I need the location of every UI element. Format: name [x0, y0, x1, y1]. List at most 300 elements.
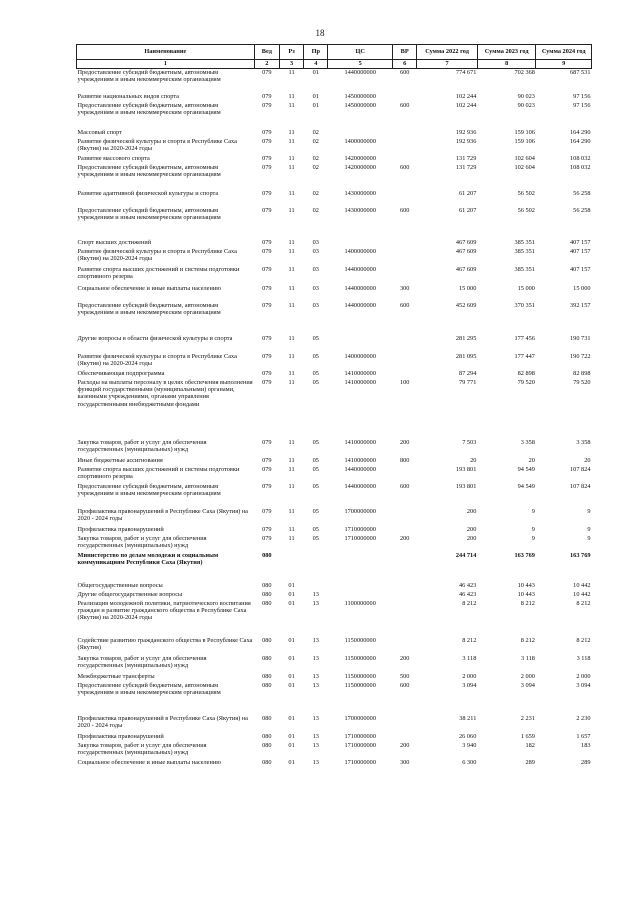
- row-pr: 13: [312, 636, 319, 644]
- row-ved: 080: [262, 581, 272, 589]
- row-sum-2022: 38 211: [459, 714, 477, 722]
- table-body: [77, 69, 592, 769]
- row-sum-2023: 94 549: [517, 465, 535, 473]
- row-cs: 1450000000: [344, 92, 376, 100]
- row-rz: 11: [288, 284, 295, 292]
- table-row: [77, 535, 592, 552]
- row-pr: 01: [312, 69, 319, 76]
- row-cs: 1150000000: [344, 672, 376, 680]
- row-cs: 1420000000: [344, 163, 376, 171]
- row-ved: 079: [262, 301, 272, 309]
- row-vr: [393, 591, 417, 600]
- row-cs: 1400000000: [344, 137, 376, 145]
- row-vr: 200: [399, 438, 410, 446]
- row-vr: [393, 93, 417, 102]
- row-rz: 01: [288, 758, 295, 766]
- row-name: Иные бюджетные ассигнования: [77, 456, 163, 464]
- table-row: [77, 102, 592, 129]
- row-vr: 200: [399, 654, 410, 662]
- row-vr: 300: [399, 758, 410, 766]
- row-sum-2023: 94 549: [517, 482, 535, 490]
- table-row: [77, 526, 592, 535]
- row-sum-2022: 102 244: [455, 101, 477, 109]
- row-rz: 01: [288, 732, 295, 740]
- table-row: [77, 379, 592, 439]
- row-sum-2024: 183: [581, 741, 591, 749]
- row-pr: 02: [312, 137, 319, 145]
- row-rz: 11: [288, 128, 295, 136]
- row-sum-2022: 6 300: [462, 758, 477, 766]
- row-rz: 11: [288, 465, 295, 473]
- table-row: [77, 733, 592, 742]
- row-sum-2023: 15 000: [517, 284, 535, 292]
- row-sum-2022: 467 609: [455, 247, 477, 255]
- row-ved: 080: [262, 654, 272, 662]
- row-cs: [328, 129, 393, 138]
- row-ved: 080: [262, 551, 272, 559]
- row-name: Развитие адаптивной физической культуры и спорта: [77, 189, 219, 197]
- row-sum-2023: 3 118: [520, 654, 535, 662]
- column-number-row: [77, 60, 592, 69]
- row-cs: [328, 552, 393, 582]
- row-cs: 1440000000: [344, 284, 376, 292]
- row-name: Межбюджетные трансферты: [77, 672, 155, 680]
- row-ved: 080: [262, 714, 272, 722]
- table-row: [77, 552, 592, 582]
- row-sum-2022: 452 609: [455, 301, 477, 309]
- row-ved: 079: [262, 369, 272, 377]
- row-sum-2022: 467 609: [455, 265, 477, 273]
- row-vr: 800: [399, 456, 410, 464]
- row-ved: 079: [262, 507, 272, 515]
- row-sum-2024: 107 824: [570, 465, 591, 473]
- row-pr: 03: [312, 265, 319, 273]
- row-sum-2023: 9: [531, 534, 535, 542]
- row-cs: 1410000000: [344, 438, 376, 446]
- column-number: 6: [393, 60, 417, 69]
- row-cs: 1100000000: [344, 599, 376, 607]
- row-vr: 600: [399, 681, 410, 689]
- header-pr: Пр: [304, 45, 328, 60]
- row-vr: [393, 190, 417, 207]
- column-number: 9: [536, 60, 592, 69]
- row-cs: 1710000000: [344, 741, 376, 749]
- table-row: [77, 637, 592, 655]
- row-sum-2023: 79 520: [517, 378, 535, 386]
- row-sum-2022: 200: [466, 534, 477, 542]
- row-ved: 080: [262, 590, 272, 598]
- row-sum-2024: 2 000: [576, 672, 591, 680]
- row-vr: [393, 138, 417, 155]
- table-header: [77, 45, 592, 69]
- row-sum-2023: 177 456: [514, 334, 535, 342]
- row-rz: 11: [288, 334, 295, 342]
- row-cs: 1440000000: [344, 265, 376, 273]
- row-sum-2023: 159 106: [514, 137, 535, 145]
- row-rz: 01: [288, 672, 295, 680]
- row-sum-2024: 108 032: [570, 154, 591, 162]
- row-pr: 03: [312, 247, 319, 255]
- row-sum-2022: 26 060: [459, 732, 477, 740]
- table-row: [77, 207, 592, 239]
- row-vr: 600: [399, 163, 410, 171]
- row-sum-2024: 1 657: [576, 732, 591, 740]
- row-sum-2023: 385 351: [514, 238, 535, 246]
- row-name: Развитие физической культуры и спорта в Республике Саха (Якутия) на 2020-2024 годы: [77, 137, 237, 152]
- row-cs: 1440000000: [344, 301, 376, 309]
- row-vr: 600: [399, 69, 410, 76]
- row-rz: 11: [288, 69, 295, 76]
- row-rz: 11: [288, 154, 295, 162]
- row-vr: 600: [399, 101, 410, 109]
- row-name: Закупка товаров, работ и услуг для обеспечения государственных (муниципальных) нужд: [77, 654, 207, 669]
- row-sum-2022: 15 000: [459, 284, 477, 292]
- row-vr: [393, 508, 417, 526]
- row-sum-2022: 46 423: [459, 590, 477, 598]
- row-ved: 079: [262, 438, 272, 446]
- column-number: 7: [417, 60, 478, 69]
- row-sum-2023: 182: [525, 741, 535, 749]
- row-sum-2024: 10 442: [573, 590, 591, 598]
- row-sum-2024: 289: [581, 758, 591, 766]
- row-cs: 1410000000: [344, 369, 376, 377]
- row-name: Развитие спорта высших достижений и системы подготовки спортивного резерва: [77, 265, 240, 280]
- row-name: Другие вопросы в области физической культуры и спорта: [77, 334, 233, 342]
- row-sum-2024: 163 769: [570, 551, 591, 559]
- row-sum-2024: 108 032: [570, 163, 591, 171]
- row-ved: 079: [262, 137, 272, 145]
- row-rz: 11: [288, 137, 295, 145]
- row-ved: 079: [262, 206, 272, 214]
- row-ved: 079: [262, 154, 272, 162]
- column-number: 4: [304, 60, 328, 69]
- row-vr: 600: [399, 301, 410, 309]
- table-row: [77, 164, 592, 190]
- row-cs: 1700000000: [344, 507, 376, 515]
- row-ved: 080: [262, 741, 272, 749]
- row-cs: 1150000000: [344, 654, 376, 662]
- row-vr: 500: [399, 672, 410, 680]
- row-ved: 079: [262, 163, 272, 171]
- row-cs: 1710000000: [344, 732, 376, 740]
- row-sum-2022: 192 936: [455, 137, 477, 145]
- row-sum-2022: 200: [466, 507, 477, 515]
- header-rz: Рз: [279, 45, 303, 60]
- row-vr: [393, 733, 417, 742]
- table-row: [77, 129, 592, 138]
- row-rz: 01: [288, 741, 295, 749]
- table-row: [77, 190, 592, 207]
- row-pr: [304, 582, 328, 591]
- row-name: Социальное обеспечение и иные выплаты населению: [77, 758, 221, 766]
- row-sum-2022: 131 729: [455, 154, 477, 162]
- row-sum-2023: 289: [525, 758, 535, 766]
- row-sum-2023: 90 023: [517, 101, 535, 109]
- row-pr: 13: [312, 714, 319, 722]
- row-cs: [328, 239, 393, 248]
- table-row: [77, 715, 592, 733]
- table-row: [77, 591, 592, 600]
- row-name: Предоставление субсидий бюджетным, автономным учреждениям и иным некоммерческим организациям: [77, 163, 221, 178]
- row-name: Предоставление субсидий бюджетным, автономным учреждениям и иным некоммерческим организациям: [77, 301, 221, 316]
- row-sum-2024: 15 000: [573, 284, 591, 292]
- row-name: Содействие развитию гражданского общества в Республике Саха (Якутия): [77, 636, 253, 651]
- row-pr: 13: [312, 758, 319, 766]
- row-ved: 080: [262, 672, 272, 680]
- table-row: [77, 93, 592, 102]
- row-sum-2024: 107 824: [570, 482, 591, 490]
- row-sum-2023: 56 502: [517, 189, 535, 197]
- row-sum-2024: 97 156: [573, 101, 591, 109]
- row-sum-2022: 102 244: [455, 92, 477, 100]
- row-ved: 079: [262, 247, 272, 255]
- header-cs: ЦС: [328, 45, 393, 60]
- row-sum-2023: 102 604: [514, 163, 535, 171]
- row-sum-2022: 281 295: [455, 334, 477, 342]
- header-sum-2022: Сумма 2022 год: [417, 45, 478, 60]
- row-name: Министерство по делам молодежи и социальным коммуникациям Республики Саха (Якутия): [77, 551, 219, 566]
- row-rz: 11: [288, 163, 295, 171]
- table-row: [77, 600, 592, 637]
- row-pr: [304, 552, 328, 582]
- row-vr: 600: [399, 482, 410, 490]
- row-vr: [393, 637, 417, 655]
- row-sum-2024: 20: [584, 456, 591, 464]
- row-sum-2024: 56 258: [573, 189, 591, 197]
- row-sum-2024: 164 290: [570, 137, 591, 145]
- row-name: Развитие массового спорта: [77, 154, 150, 162]
- row-cs: 1150000000: [344, 636, 376, 644]
- row-pr: 02: [312, 154, 319, 162]
- row-sum-2024: 3 358: [576, 438, 591, 446]
- row-sum-2023: 3 358: [520, 438, 535, 446]
- row-vr: [393, 155, 417, 164]
- row-sum-2022: 3 118: [462, 654, 477, 662]
- row-sum-2024: 190 722: [570, 352, 591, 360]
- table-row: [77, 302, 592, 335]
- row-sum-2022: 79 771: [459, 378, 477, 386]
- column-number: 3: [279, 60, 303, 69]
- row-pr: 02: [312, 206, 319, 214]
- table-row: [77, 508, 592, 526]
- row-sum-2024: 2 230: [576, 714, 591, 722]
- row-sum-2024: 56 258: [573, 206, 591, 214]
- row-cs: 1710000000: [344, 534, 376, 542]
- row-vr: [393, 582, 417, 591]
- row-name: Предоставление субсидий бюджетным, автономным учреждениям и иным некоммерческим организациям: [77, 69, 221, 84]
- row-rz: 01: [288, 714, 295, 722]
- table-row: [77, 682, 592, 715]
- row-vr: [393, 370, 417, 379]
- row-sum-2024: 8 212: [576, 599, 591, 607]
- table-row: [77, 466, 592, 483]
- row-rz: 11: [288, 206, 295, 214]
- row-name: Профилактика правонарушений в Республике Саха (Якутия) на 2020 - 2024 годы: [77, 714, 248, 729]
- header-sum-2024: Сумма 2024 год: [536, 45, 592, 60]
- row-name: Развитие спорта высших достижений и системы подготовки спортивного резерва: [77, 465, 240, 480]
- row-sum-2024: 79 520: [573, 378, 591, 386]
- row-pr: 03: [312, 238, 319, 246]
- row-ved: 080: [262, 732, 272, 740]
- row-sum-2023: 90 023: [517, 92, 535, 100]
- table-row: [77, 673, 592, 682]
- row-name: Профилактика правонарушений: [77, 525, 164, 533]
- row-sum-2022: 244 714: [455, 551, 477, 559]
- row-pr: 05: [312, 438, 319, 446]
- header-vr: ВР: [393, 45, 417, 60]
- row-vr: 200: [399, 534, 410, 542]
- row-cs: 1440000000: [344, 69, 376, 76]
- row-rz: 11: [288, 482, 295, 490]
- table-row: [77, 370, 592, 379]
- row-pr: 01: [312, 92, 319, 100]
- row-cs: 1700000000: [344, 714, 376, 722]
- row-pr: 13: [312, 599, 319, 607]
- row-pr: 05: [312, 534, 319, 542]
- row-vr: [393, 715, 417, 733]
- row-cs: 1410000000: [344, 378, 376, 386]
- row-sum-2023: 2 000: [520, 672, 535, 680]
- table-row: [77, 239, 592, 248]
- row-name: Спорт высших достижений: [77, 238, 152, 246]
- row-ved: 079: [262, 482, 272, 490]
- row-sum-2024: 82 898: [573, 369, 591, 377]
- row-name: Развитие национальных видов спорта: [77, 92, 179, 100]
- row-sum-2023: 9: [531, 507, 535, 515]
- row-sum-2023: 10 443: [517, 590, 535, 598]
- row-pr: 02: [312, 163, 319, 171]
- row-cs: [328, 582, 393, 591]
- row-ved: 080: [262, 599, 272, 607]
- row-pr: 02: [312, 189, 319, 197]
- row-ved: 079: [262, 525, 272, 533]
- row-rz: 01: [288, 599, 295, 607]
- row-cs: 1440000000: [344, 482, 376, 490]
- table-row: [77, 69, 592, 93]
- row-sum-2024: 8 212: [576, 636, 591, 644]
- row-name: Реализация молодежной политики, патриотического воспитания граждан и развитие гражданского общества в Республике Саха (Якутия) на 2020-2024 годы: [77, 599, 251, 622]
- row-pr: 05: [312, 369, 319, 377]
- row-sum-2023: 370 351: [514, 301, 535, 309]
- row-sum-2024: 10 442: [573, 581, 591, 589]
- row-sum-2023: 163 769: [514, 551, 535, 559]
- row-name: Массовый спорт: [77, 128, 122, 136]
- budget-table: [76, 44, 592, 769]
- table-row: [77, 457, 592, 466]
- table-row: [77, 582, 592, 591]
- row-sum-2022: 281 095: [455, 352, 477, 360]
- row-sum-2024: 687 531: [570, 69, 591, 76]
- row-sum-2024: 9: [587, 525, 591, 533]
- row-pr: 05: [312, 334, 319, 342]
- row-sum-2023: 1 659: [520, 732, 535, 740]
- row-vr: [393, 600, 417, 637]
- row-rz: 01: [288, 681, 295, 689]
- row-cs: 1150000000: [344, 681, 376, 689]
- row-sum-2023: 9: [531, 525, 535, 533]
- row-rz: 11: [288, 92, 295, 100]
- row-sum-2022: 193 801: [455, 482, 477, 490]
- row-sum-2024: 407 157: [570, 265, 591, 273]
- row-name: Социальное обеспечение и иные выплаты населению: [77, 284, 221, 292]
- row-vr: [393, 552, 417, 582]
- row-name: Предоставление субсидий бюджетным, автономным учреждениям и иным некоммерческим организациям: [77, 681, 221, 696]
- row-cs: 1420000000: [344, 154, 376, 162]
- row-vr: [393, 239, 417, 248]
- row-sum-2023: 102 604: [514, 154, 535, 162]
- row-pr: 13: [312, 590, 319, 598]
- row-name: Предоставление субсидий бюджетным, автономным учреждениям и иным некоммерческим организациям: [77, 101, 221, 116]
- row-rz: 11: [288, 534, 295, 542]
- row-vr: 100: [399, 378, 410, 386]
- row-sum-2024: 9: [587, 507, 591, 515]
- row-ved: 079: [262, 265, 272, 273]
- row-pr: 05: [312, 378, 319, 386]
- row-ved: 079: [262, 378, 272, 386]
- row-rz: 11: [288, 507, 295, 515]
- header-row: [77, 45, 592, 60]
- row-name: Предоставление субсидий бюджетным, автономным учреждениям и иным некоммерческим организациям: [77, 482, 221, 497]
- row-sum-2022: 20: [470, 456, 477, 464]
- table-row: [77, 266, 592, 285]
- row-sum-2022: 200: [466, 525, 477, 533]
- row-rz: 11: [288, 238, 295, 246]
- row-sum-2022: 8 212: [462, 636, 477, 644]
- row-cs: 1410000000: [344, 456, 376, 464]
- row-pr: 01: [312, 101, 319, 109]
- row-pr: 03: [312, 301, 319, 309]
- column-number: 1: [77, 60, 255, 69]
- row-name: Другие общегосударственные вопросы: [77, 590, 183, 598]
- row-ved: 079: [262, 334, 272, 342]
- table-row: [77, 655, 592, 673]
- row-rz: 11: [288, 101, 295, 109]
- row-pr: 13: [312, 672, 319, 680]
- row-sum-2022: 8 212: [462, 599, 477, 607]
- row-rz: 01: [288, 581, 295, 589]
- row-name: Закупка товаров, работ и услуг для обеспечения государственных (муниципальных) нужд: [77, 741, 207, 756]
- table-row: [77, 335, 592, 353]
- row-rz: 11: [288, 525, 295, 533]
- row-ved: 079: [262, 456, 272, 464]
- row-name: Профилактика правонарушений в Республике Саха (Якутия) на 2020 - 2024 годы: [77, 507, 248, 522]
- row-pr: 05: [312, 456, 319, 464]
- row-pr: 05: [312, 525, 319, 533]
- row-rz: 11: [288, 352, 295, 360]
- row-cs: 1400000000: [344, 247, 376, 255]
- row-name: Развитие физической культуры и спорта в Республике Саха (Якутия) на 2020-2024 годы: [77, 247, 237, 262]
- table-row: [77, 742, 592, 759]
- row-rz: 11: [288, 438, 295, 446]
- row-vr: [393, 353, 417, 370]
- row-ved: 079: [262, 352, 272, 360]
- table-row: [77, 439, 592, 457]
- row-vr: [393, 466, 417, 483]
- row-sum-2023: 10 443: [517, 581, 535, 589]
- row-name: Предоставление субсидий бюджетным, автономным учреждениям и иным некоммерческим организациям: [77, 206, 221, 221]
- row-sum-2024: 3 094: [576, 681, 591, 689]
- row-sum-2022: 774 671: [455, 69, 477, 76]
- row-sum-2022: 46 423: [459, 581, 477, 589]
- row-name: Обеспечивающая подпрограмма: [77, 369, 165, 377]
- row-name: Развитие физической культуры и спорта в Республике Саха (Якутия) на 2020-2024 годы: [77, 352, 237, 367]
- row-ved: 080: [262, 758, 272, 766]
- column-number: 8: [477, 60, 536, 69]
- row-sum-2023: 385 351: [514, 265, 535, 273]
- row-sum-2022: 3 094: [462, 681, 477, 689]
- row-pr: 05: [312, 482, 319, 490]
- row-name: Закупка товаров, работ и услуг для обеспечения государственных (муниципальных) нужд: [77, 534, 207, 549]
